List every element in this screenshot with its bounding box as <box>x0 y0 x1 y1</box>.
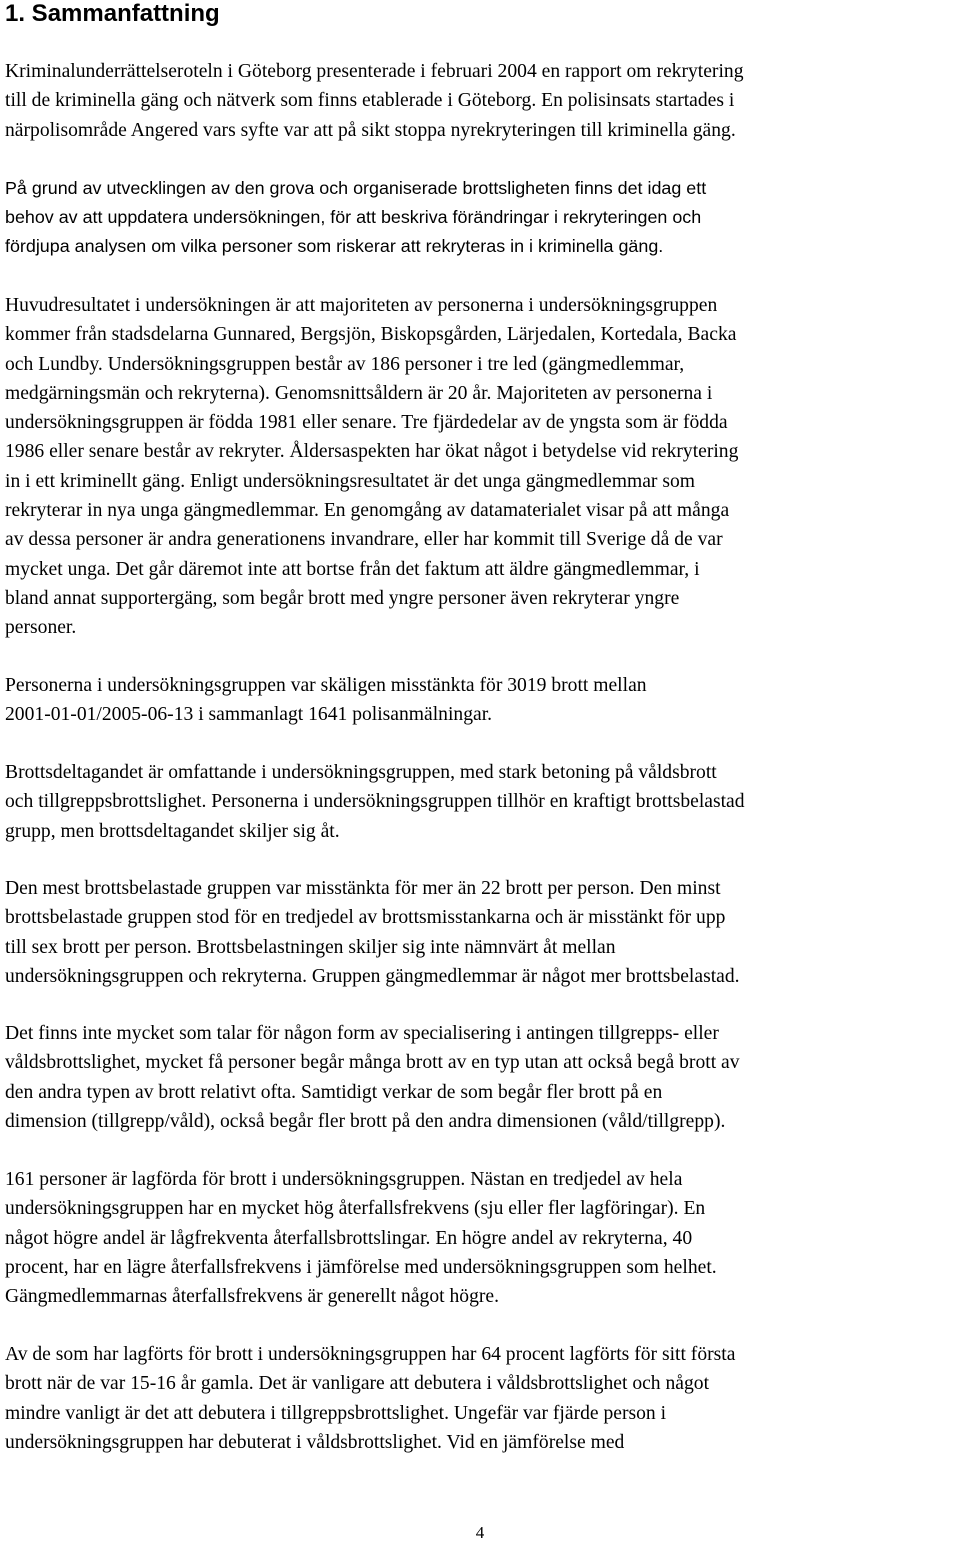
text-line: dimension (tillgrepp/våld), också begår fler brott på den andra dimensionen (våld/tillgrepp). <box>5 1110 726 1132</box>
text-line: närpolisområde Angered vars syfte var att på sikt stoppa nyrekryteringen till kriminella gäng. <box>5 119 736 141</box>
text-line: undersökningsgruppen och rekryterna. Gruppen gängmedlemmar är något mer brottsbelastad. <box>5 965 740 987</box>
text-line: och tillgreppsbrottslighet. Personerna i undersökningsgruppen tillhör en kraftigt brottsbelastad <box>5 791 745 813</box>
paragraph-4 <box>5 671 960 730</box>
text-line: 161 personer är lagförda för brott i undersökningsgruppen. Nästan en tredjedel av hela <box>5 1169 683 1190</box>
text-line: Gängmedlemmarnas återfallsfrekvens är generellt något högre. <box>5 1286 499 1308</box>
text-line: Kriminalunderrättelseroteln i Göteborg presenterade i februari 2004 en rapport om rekrytering <box>5 61 744 82</box>
text-line: Det finns inte mycket som talar för någon form av specialisering i antingen tillgrepps- eller <box>5 1023 719 1044</box>
page-number: 4 <box>475 1523 485 1542</box>
text-line: till de kriminella gäng och nätverk som finns etablerade i Göteborg. En polisinsats startades i <box>5 90 735 112</box>
paragraph-2 <box>5 174 960 261</box>
paragraph-6 <box>5 874 960 991</box>
text-line: våldsbrottslighet, mycket få personer begår många brott av en typ utan att också begå brott av <box>5 1052 740 1074</box>
text-line: till sex brott per person. Brottsbelastningen skiljer sig inte nämnvärt åt mellan <box>5 936 616 958</box>
paragraph-5 <box>5 758 960 846</box>
text-line: Huvudresultatet i undersökningen är att majoriteten av personerna i undersökningsgruppen <box>5 295 718 316</box>
text-line: 2001-01-01/2005-06-13 i sammanlagt 1641 polisanmälningar. <box>5 704 493 726</box>
text-line: av dessa personer är andra generationens invandrare, eller har kommit till Sverige då de var <box>5 529 723 551</box>
text-line: behov av att uppdatera undersökningen, för att beskriva förändringar i rekryteringen och <box>5 207 702 227</box>
paragraph-8 <box>5 1165 960 1311</box>
text-line: och Lundby. Undersökningsgruppen består av 186 personer i tre led (gängmedlemmar, <box>5 353 685 375</box>
text-line: grupp, men brottsdeltagandet skiljer sig åt. <box>5 820 340 842</box>
paragraph-9 <box>5 1340 960 1457</box>
section-heading: 1. Sammanfattning <box>5 0 220 27</box>
text-line: bland annat supportergäng, som begår brott med yngre personer även rekryterar yngre <box>5 587 680 609</box>
text-line: fördjupa analysen om vilka personer som riskerar att rekryteras in i kriminella gäng. <box>5 236 664 256</box>
paragraph-3 <box>5 291 960 643</box>
text-line: På grund av utvecklingen av den grova och organiserade brottsligheten finns det idag ett <box>5 178 707 198</box>
paragraph-1 <box>5 57 960 145</box>
text-line: Personerna i undersökningsgruppen var skäligen misstänkta för 3019 brott mellan <box>5 675 647 696</box>
text-line: den andra typen av brott relativt ofta. Samtidigt verkar de som begår fler brott på en <box>5 1081 663 1103</box>
paragraph-7 <box>5 1019 960 1136</box>
text-line: mindre vanligt är det att debutera i tillgreppsbrottslighet. Ungefär var fjärde person i <box>5 1402 667 1424</box>
text-line: Den mest brottsbelastade gruppen var misstänkta för mer än 22 brott per person. Den minst <box>5 878 721 899</box>
text-line: personer. <box>5 617 77 639</box>
text-line: 1986 eller senare består av rekryter. Åldersaspekten har ökat något i betydelse vid rekrytering <box>5 441 739 463</box>
text-line: undersökningsgruppen är födda 1981 eller senare. Tre fjärdedelar av de yngsta som är födda <box>5 412 728 434</box>
text-line: rekryterar in nya unga gängmedlemmar. En genomgång av datamaterialet visar på att många <box>5 500 730 522</box>
text-line: in i ett kriminellt gäng. Enligt undersökningsresultatet är det unga gängmedlemmar som <box>5 470 695 492</box>
text-line: undersökningsgruppen har en mycket hög återfallsfrekvens (sju eller fler lagföringar). En <box>5 1198 706 1220</box>
text-line: procent, har en lägre återfallsfrekvens i jämförelse med undersökningsgruppen som helhet. <box>5 1256 717 1278</box>
text-line: något högre andel är lågfrekventa återfallsbrottslingar. En högre andel av rekryterna, 40 <box>5 1227 693 1249</box>
text-line: medgärningsmän och rekryterna). Genomsnittsåldern är 20 år. Majoriteten av personerna i <box>5 382 713 404</box>
text-line: mycket unga. Det går däremot inte att bortse från det faktum att äldre gängmedlemmar, i <box>5 558 700 580</box>
text-line: undersökningsgruppen har debuterat i våldsbrottslighet. Vid en jämförelse med <box>5 1431 625 1453</box>
text-line: Av de som har lagförts för brott i undersökningsgruppen har 64 procent lagförts för sitt första <box>5 1344 736 1365</box>
text-line: brottsbelastade gruppen stod för en tredjedel av brottsmisstankarna och är misstänkt för upp <box>5 907 726 929</box>
text-line: kommer från stadsdelarna Gunnared, Bergsjön, Biskopsgården, Lärjedalen, Kortedala, Backa <box>5 324 737 346</box>
text-line: brott när de var 15-16 år gamla. Det är vanligare att debutera i våldsbrottslighet och något <box>5 1373 710 1395</box>
text-line: Brottsdeltagandet är omfattande i undersökningsgruppen, med stark betoning på våldsbrott <box>5 762 717 783</box>
